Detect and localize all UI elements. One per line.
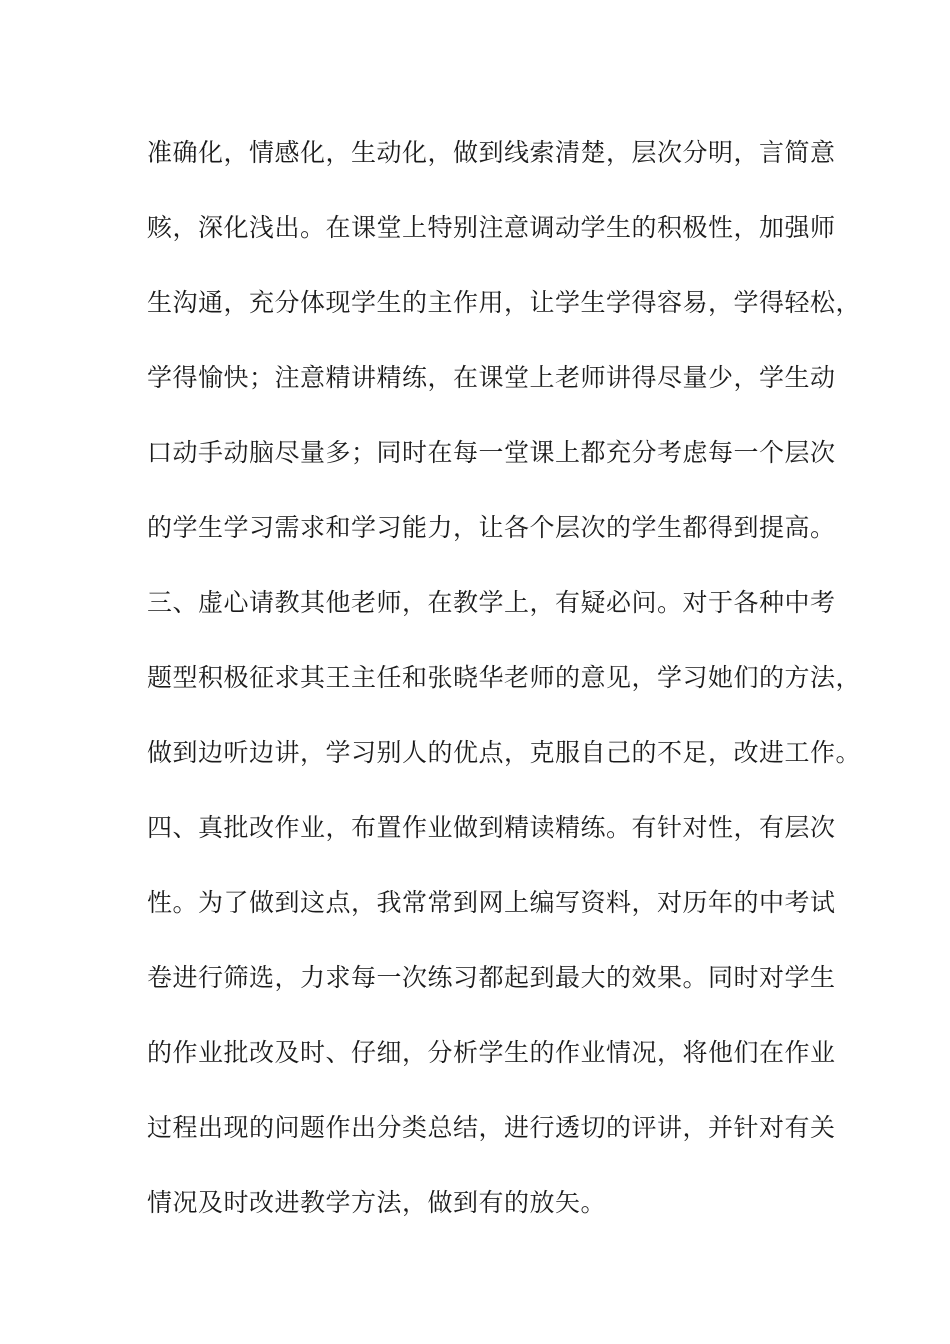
text-line: 口动手动脑尽量多；同时在每一堂课上都充分考虑每一个层次 [147, 438, 836, 467]
text-line: 三、虚心请教其他老师，在教学上，有疑必问。对于各种中考 [147, 588, 836, 617]
text-line: 过程出现的问题作出分类总结，进行透切的评讲，并针对有关 [147, 1113, 836, 1142]
text-line: 性。为了做到这点，我常常到网上编写资料，对历年的中考试 [147, 888, 836, 917]
text-line: 准确化，情感化，生动化，做到线索清楚，层次分明，言简意 [147, 138, 836, 167]
text-line: 的学生学习需求和学习能力，让各个层次的学生都得到提高。 [147, 513, 836, 542]
body-text [147, 133, 862, 1258]
text-line: 四、真批改作业，布置作业做到精读精练。有针对性，有层次 [147, 813, 836, 842]
text-line: 卷进行筛选，力求每一次练习都起到最大的效果。同时对学生 [147, 963, 836, 992]
text-line: 赅，深化浅出。在课堂上特别注意调动学生的积极性，加强师 [147, 213, 836, 242]
text-line: 情况及时改进教学方法，做到有的放矢。 [147, 1188, 607, 1217]
text-line: 的作业批改及时、仔细，分析学生的作业情况，将他们在作业 [147, 1038, 836, 1067]
text-line: 学得愉快；注意精讲精练，在课堂上老师讲得尽量少，学生动 [147, 363, 836, 392]
text-line: 生沟通，充分体现学生的主作用，让学生学得容易，学得轻松， [147, 288, 862, 317]
text-line: 题型积极征求其王主任和张晓华老师的意见，学习她们的方法， [147, 663, 862, 692]
text-line: 做到边听边讲，学习别人的优点，克服自己的不足，改进工作。 [147, 738, 862, 767]
